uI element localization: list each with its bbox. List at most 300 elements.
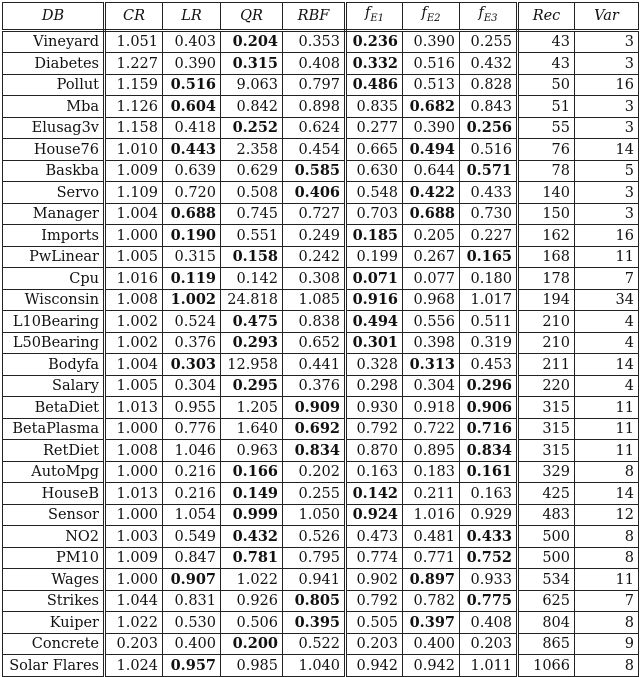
cell-var: 12 [575, 504, 639, 526]
cell-rbf: 1.050 [283, 504, 346, 526]
cell-qr: 1.205 [221, 397, 283, 419]
cell-cr: 1.227 [105, 53, 163, 75]
cell-lr: 0.955 [163, 397, 221, 419]
cell-fe2: 0.313 [403, 354, 460, 376]
header-row [3, 3, 639, 31]
cell-fe1: 0.548 [346, 182, 403, 204]
cell-rec: 220 [518, 375, 575, 397]
cell-rbf: 0.838 [283, 311, 346, 333]
cell-fe1: 0.630 [346, 160, 403, 182]
cell-db: Elusag3v [3, 117, 105, 139]
cell-fe3: 0.933 [460, 569, 518, 591]
cell-rbf: 0.242 [283, 246, 346, 268]
cell-fe3: 0.906 [460, 397, 518, 419]
cell-qr: 0.985 [221, 655, 283, 677]
cell-rec: 168 [518, 246, 575, 268]
cell-fe1: 0.473 [346, 526, 403, 548]
cell-rec: 210 [518, 332, 575, 354]
cell-lr: 0.776 [163, 418, 221, 440]
cell-fe2: 0.390 [403, 117, 460, 139]
table-row [3, 268, 639, 290]
cell-db: PwLinear [3, 246, 105, 268]
cell-db: Pollut [3, 74, 105, 96]
cell-fe1: 0.199 [346, 246, 403, 268]
header-fe3-main: f [478, 5, 484, 21]
cell-rec: 50 [518, 74, 575, 96]
cell-rbf: 0.395 [283, 612, 346, 634]
cell-rbf: 0.692 [283, 418, 346, 440]
cell-fe2: 0.682 [403, 96, 460, 118]
cell-qr: 0.252 [221, 117, 283, 139]
cell-rec: 315 [518, 440, 575, 462]
cell-rec: 162 [518, 225, 575, 247]
cell-fe1: 0.774 [346, 547, 403, 569]
table-row [3, 590, 639, 612]
cell-rbf: 0.202 [283, 461, 346, 483]
cell-fe3: 1.017 [460, 289, 518, 311]
table-row [3, 655, 639, 677]
cell-var: 3 [575, 30, 639, 53]
cell-fe3: 0.716 [460, 418, 518, 440]
cell-var: 11 [575, 397, 639, 419]
cell-rbf: 0.727 [283, 203, 346, 225]
table-row [3, 633, 639, 655]
cell-qr: 0.508 [221, 182, 283, 204]
cell-rbf: 1.085 [283, 289, 346, 311]
cell-db: Salary [3, 375, 105, 397]
table-row [3, 53, 639, 75]
table-row [3, 182, 639, 204]
cell-rec: 78 [518, 160, 575, 182]
cell-rec: 483 [518, 504, 575, 526]
header-rec: Rec [518, 3, 575, 31]
cell-cr: 1.005 [105, 246, 163, 268]
cell-var: 3 [575, 117, 639, 139]
cell-fe3: 0.453 [460, 354, 518, 376]
cell-fe3: 0.433 [460, 182, 518, 204]
cell-db: BetaDiet [3, 397, 105, 419]
cell-var: 16 [575, 74, 639, 96]
cell-db: Imports [3, 225, 105, 247]
cell-fe1: 0.301 [346, 332, 403, 354]
table-row [3, 332, 639, 354]
cell-rbf: 0.408 [283, 53, 346, 75]
cell-rbf: 0.526 [283, 526, 346, 548]
cell-db: NO2 [3, 526, 105, 548]
cell-fe2: 0.516 [403, 53, 460, 75]
cell-rec: 51 [518, 96, 575, 118]
cell-db: AutoMpg [3, 461, 105, 483]
cell-cr: 1.159 [105, 74, 163, 96]
cell-rbf: 1.040 [283, 655, 346, 677]
header-fe2 [403, 3, 460, 31]
cell-rbf: 0.406 [283, 182, 346, 204]
cell-rbf: 0.805 [283, 590, 346, 612]
cell-var: 5 [575, 160, 639, 182]
cell-fe1: 0.930 [346, 397, 403, 419]
cell-fe1: 0.142 [346, 483, 403, 505]
cell-var: 11 [575, 569, 639, 591]
table-row [3, 526, 639, 548]
cell-fe1: 0.924 [346, 504, 403, 526]
cell-fe2: 0.782 [403, 590, 460, 612]
cell-lr: 0.907 [163, 569, 221, 591]
cell-fe1: 0.494 [346, 311, 403, 333]
cell-var: 14 [575, 483, 639, 505]
cell-var: 8 [575, 547, 639, 569]
cell-var: 7 [575, 268, 639, 290]
table-row [3, 74, 639, 96]
cell-lr: 0.216 [163, 461, 221, 483]
cell-cr: 1.003 [105, 526, 163, 548]
cell-lr: 0.688 [163, 203, 221, 225]
cell-rbf: 0.441 [283, 354, 346, 376]
cell-cr: 1.008 [105, 289, 163, 311]
cell-fe1: 0.870 [346, 440, 403, 462]
header-var: Var [575, 3, 639, 31]
cell-qr: 0.842 [221, 96, 283, 118]
cell-rec: 211 [518, 354, 575, 376]
cell-lr: 0.304 [163, 375, 221, 397]
cell-db: PM10 [3, 547, 105, 569]
cell-db: Servo [3, 182, 105, 204]
table-row [3, 354, 639, 376]
cell-db: Solar Flares [3, 655, 105, 677]
table-row [3, 30, 639, 53]
cell-db: Baskba [3, 160, 105, 182]
cell-cr: 1.000 [105, 461, 163, 483]
cell-fe3: 0.256 [460, 117, 518, 139]
cell-rec: 178 [518, 268, 575, 290]
cell-qr: 1.640 [221, 418, 283, 440]
cell-qr: 24.818 [221, 289, 283, 311]
cell-lr: 0.418 [163, 117, 221, 139]
cell-qr: 0.629 [221, 160, 283, 182]
cell-fe1: 0.236 [346, 30, 403, 53]
cell-cr: 1.051 [105, 30, 163, 53]
cell-lr: 0.847 [163, 547, 221, 569]
cell-lr: 0.604 [163, 96, 221, 118]
table-row [3, 311, 639, 333]
cell-rec: 500 [518, 547, 575, 569]
cell-var: 3 [575, 53, 639, 75]
header-cr: CR [105, 3, 163, 31]
cell-lr: 0.549 [163, 526, 221, 548]
cell-qr: 0.781 [221, 547, 283, 569]
cell-qr: 0.200 [221, 633, 283, 655]
cell-qr: 9.063 [221, 74, 283, 96]
cell-db: Strikes [3, 590, 105, 612]
header-rbf: RBF [283, 3, 346, 31]
cell-fe3: 0.319 [460, 332, 518, 354]
cell-fe2: 0.513 [403, 74, 460, 96]
cell-qr: 0.475 [221, 311, 283, 333]
cell-fe3: 0.203 [460, 633, 518, 655]
cell-rbf: 0.797 [283, 74, 346, 96]
table-row [3, 397, 639, 419]
cell-fe1: 0.163 [346, 461, 403, 483]
cell-var: 8 [575, 655, 639, 677]
cell-db: Wages [3, 569, 105, 591]
cell-qr: 1.022 [221, 569, 283, 591]
cell-cr: 1.044 [105, 590, 163, 612]
cell-fe2: 0.494 [403, 139, 460, 161]
cell-lr: 0.403 [163, 30, 221, 53]
cell-db: Bodyfa [3, 354, 105, 376]
cell-var: 11 [575, 246, 639, 268]
cell-rec: 150 [518, 203, 575, 225]
cell-rbf: 0.941 [283, 569, 346, 591]
cell-fe3: 0.571 [460, 160, 518, 182]
cell-var: 7 [575, 590, 639, 612]
table-row [3, 440, 639, 462]
cell-db: L50Bearing [3, 332, 105, 354]
cell-db: Diabetes [3, 53, 105, 75]
cell-db: Kuiper [3, 612, 105, 634]
cell-qr: 0.166 [221, 461, 283, 483]
cell-fe2: 0.400 [403, 633, 460, 655]
cell-rec: 55 [518, 117, 575, 139]
cell-lr: 0.957 [163, 655, 221, 677]
cell-rec: 210 [518, 311, 575, 333]
table-body [3, 30, 639, 676]
table-row [3, 483, 639, 505]
cell-lr: 0.516 [163, 74, 221, 96]
cell-fe3: 0.432 [460, 53, 518, 75]
cell-fe3: 1.011 [460, 655, 518, 677]
cell-fe3: 0.255 [460, 30, 518, 53]
cell-db: Mba [3, 96, 105, 118]
cell-lr: 1.002 [163, 289, 221, 311]
cell-rbf: 0.308 [283, 268, 346, 290]
cell-var: 3 [575, 203, 639, 225]
cell-cr: 1.004 [105, 354, 163, 376]
cell-var: 4 [575, 332, 639, 354]
cell-cr: 1.016 [105, 268, 163, 290]
table-row [3, 569, 639, 591]
cell-fe1: 0.792 [346, 418, 403, 440]
cell-cr: 0.203 [105, 633, 163, 655]
cell-qr: 0.926 [221, 590, 283, 612]
header-fe3-sub: E3 [483, 12, 498, 24]
cell-db: Wisconsin [3, 289, 105, 311]
cell-cr: 1.109 [105, 182, 163, 204]
cell-var: 4 [575, 311, 639, 333]
cell-rec: 865 [518, 633, 575, 655]
cell-qr: 0.745 [221, 203, 283, 225]
cell-cr: 1.013 [105, 483, 163, 505]
cell-fe1: 0.277 [346, 117, 403, 139]
cell-fe1: 0.486 [346, 74, 403, 96]
table-row [3, 504, 639, 526]
cell-fe2: 0.422 [403, 182, 460, 204]
cell-lr: 0.376 [163, 332, 221, 354]
cell-var: 4 [575, 375, 639, 397]
cell-rec: 804 [518, 612, 575, 634]
cell-rbf: 0.353 [283, 30, 346, 53]
cell-fe1: 0.942 [346, 655, 403, 677]
cell-lr: 0.524 [163, 311, 221, 333]
table-row [3, 418, 639, 440]
cell-rec: 315 [518, 397, 575, 419]
header-fe2-sub: E2 [426, 12, 441, 24]
cell-lr: 0.390 [163, 53, 221, 75]
cell-rec: 500 [518, 526, 575, 548]
cell-fe1: 0.902 [346, 569, 403, 591]
cell-fe2: 0.644 [403, 160, 460, 182]
cell-rec: 1066 [518, 655, 575, 677]
cell-fe3: 0.163 [460, 483, 518, 505]
header-fe3 [460, 3, 518, 31]
header-lr: LR [163, 3, 221, 31]
cell-fe2: 0.968 [403, 289, 460, 311]
table-row [3, 547, 639, 569]
cell-lr: 1.054 [163, 504, 221, 526]
table-row [3, 375, 639, 397]
cell-lr: 0.443 [163, 139, 221, 161]
cell-fe2: 0.897 [403, 569, 460, 591]
cell-db: Sensor [3, 504, 105, 526]
results-table [2, 2, 639, 677]
cell-rec: 43 [518, 53, 575, 75]
cell-fe2: 0.895 [403, 440, 460, 462]
cell-fe1: 0.298 [346, 375, 403, 397]
cell-rbf: 0.249 [283, 225, 346, 247]
cell-cr: 1.009 [105, 160, 163, 182]
table-row [3, 139, 639, 161]
cell-var: 8 [575, 461, 639, 483]
cell-var: 34 [575, 289, 639, 311]
cell-rbf: 0.255 [283, 483, 346, 505]
header-fe1-main: f [364, 5, 371, 21]
cell-rec: 534 [518, 569, 575, 591]
cell-rec: 315 [518, 418, 575, 440]
cell-fe1: 0.916 [346, 289, 403, 311]
cell-fe3: 0.834 [460, 440, 518, 462]
cell-fe2: 0.304 [403, 375, 460, 397]
cell-fe2: 0.481 [403, 526, 460, 548]
cell-fe3: 0.775 [460, 590, 518, 612]
table-row [3, 117, 639, 139]
cell-fe1: 0.185 [346, 225, 403, 247]
cell-fe2: 0.390 [403, 30, 460, 53]
cell-rec: 194 [518, 289, 575, 311]
cell-fe2: 0.398 [403, 332, 460, 354]
cell-cr: 1.000 [105, 225, 163, 247]
header-db: DB [3, 3, 105, 31]
cell-fe1: 0.071 [346, 268, 403, 290]
cell-fe2: 0.556 [403, 311, 460, 333]
cell-fe3: 0.180 [460, 268, 518, 290]
cell-qr: 0.506 [221, 612, 283, 634]
cell-fe2: 0.267 [403, 246, 460, 268]
table-row [3, 160, 639, 182]
cell-fe3: 0.730 [460, 203, 518, 225]
header-qr: QR [221, 3, 283, 31]
cell-qr: 0.999 [221, 504, 283, 526]
cell-cr: 1.005 [105, 375, 163, 397]
table-row [3, 225, 639, 247]
table-row [3, 246, 639, 268]
table-row [3, 461, 639, 483]
cell-rbf: 0.652 [283, 332, 346, 354]
cell-db: House76 [3, 139, 105, 161]
cell-rbf: 0.898 [283, 96, 346, 118]
cell-db: L10Bearing [3, 311, 105, 333]
cell-qr: 0.149 [221, 483, 283, 505]
cell-db: RetDiet [3, 440, 105, 462]
cell-fe3: 0.165 [460, 246, 518, 268]
cell-rbf: 0.624 [283, 117, 346, 139]
cell-var: 11 [575, 418, 639, 440]
cell-rec: 625 [518, 590, 575, 612]
cell-fe2: 1.016 [403, 504, 460, 526]
header-fe2-main: f [421, 5, 427, 21]
cell-rbf: 0.795 [283, 547, 346, 569]
cell-fe3: 0.843 [460, 96, 518, 118]
cell-var: 3 [575, 182, 639, 204]
cell-cr: 1.022 [105, 612, 163, 634]
header-fe1 [346, 3, 403, 31]
cell-rbf: 0.454 [283, 139, 346, 161]
cell-fe1: 0.703 [346, 203, 403, 225]
cell-fe2: 0.397 [403, 612, 460, 634]
cell-qr: 0.432 [221, 526, 283, 548]
cell-cr: 1.002 [105, 311, 163, 333]
cell-var: 8 [575, 526, 639, 548]
cell-fe2: 0.918 [403, 397, 460, 419]
cell-lr: 0.639 [163, 160, 221, 182]
cell-fe1: 0.505 [346, 612, 403, 634]
cell-var: 8 [575, 612, 639, 634]
cell-fe2: 0.688 [403, 203, 460, 225]
cell-qr: 0.142 [221, 268, 283, 290]
cell-qr: 0.204 [221, 30, 283, 53]
cell-qr: 0.293 [221, 332, 283, 354]
cell-fe1: 0.328 [346, 354, 403, 376]
cell-fe2: 0.211 [403, 483, 460, 505]
cell-fe3: 0.511 [460, 311, 518, 333]
cell-var: 3 [575, 96, 639, 118]
cell-fe3: 0.227 [460, 225, 518, 247]
cell-lr: 0.831 [163, 590, 221, 612]
cell-qr: 0.315 [221, 53, 283, 75]
cell-fe2: 0.205 [403, 225, 460, 247]
table-row [3, 96, 639, 118]
cell-qr: 0.158 [221, 246, 283, 268]
table-row [3, 612, 639, 634]
cell-rec: 76 [518, 139, 575, 161]
cell-fe1: 0.332 [346, 53, 403, 75]
cell-lr: 1.046 [163, 440, 221, 462]
cell-lr: 0.720 [163, 182, 221, 204]
cell-fe3: 0.433 [460, 526, 518, 548]
cell-rbf: 0.376 [283, 375, 346, 397]
cell-rec: 329 [518, 461, 575, 483]
cell-rbf: 0.834 [283, 440, 346, 462]
results-table-container [2, 2, 638, 677]
cell-qr: 0.963 [221, 440, 283, 462]
cell-fe3: 0.296 [460, 375, 518, 397]
cell-cr: 1.010 [105, 139, 163, 161]
cell-lr: 0.400 [163, 633, 221, 655]
cell-db: Concrete [3, 633, 105, 655]
cell-cr: 1.158 [105, 117, 163, 139]
cell-lr: 0.216 [163, 483, 221, 505]
cell-lr: 0.303 [163, 354, 221, 376]
cell-rbf: 0.585 [283, 160, 346, 182]
cell-cr: 1.126 [105, 96, 163, 118]
